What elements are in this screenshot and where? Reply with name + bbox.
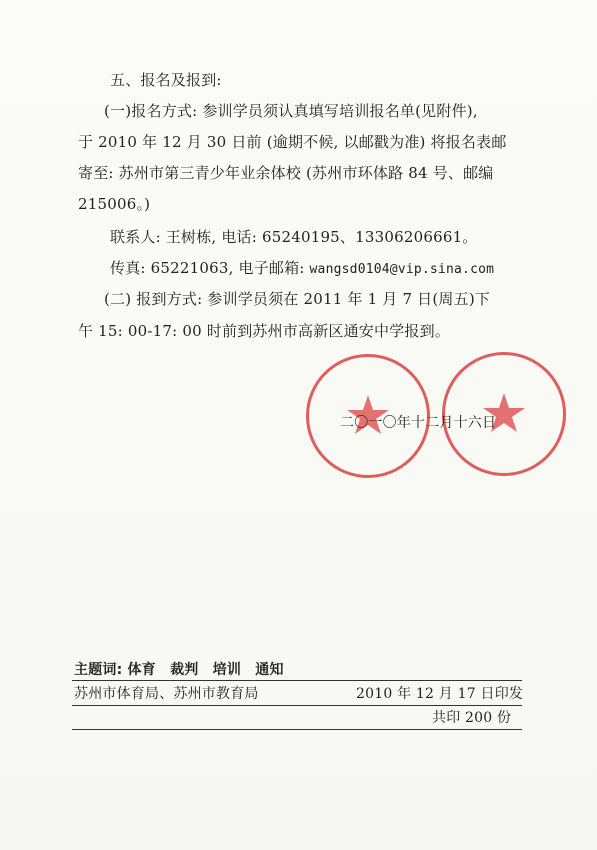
footer-bottom-rule xyxy=(72,729,522,730)
fax-email-line xyxy=(110,258,494,280)
email-address: wangsd0104@vip.sina.com xyxy=(309,262,495,277)
issue-date: 2010 年 12 月 17 日印发 xyxy=(356,686,524,702)
keywords-value: 体育 裁判 培训 通知 xyxy=(127,662,284,678)
issuers: 苏州市体育局、苏州市教育局 xyxy=(74,686,259,702)
fax-label: 传真: 65221063, 电子邮箱: xyxy=(110,259,310,277)
paragraph-1-line-3: 寄至: 苏州市第三青少年业余体校 (苏州市环体路 84 号、邮编 xyxy=(78,164,494,182)
paragraph-1-line-4: 215006。) xyxy=(78,195,151,213)
paragraph-1-line-2: 于 2010 年 12 月 30 日前 (逾期不候, 以邮戳为准) 将报名表邮 xyxy=(78,133,507,151)
keywords-label: 主题词: xyxy=(74,662,123,678)
paragraph-2-line-2: 午 15: 00-17: 00 时前到苏州市高新区通安中学报到。 xyxy=(78,322,450,340)
keywords-row xyxy=(74,660,284,680)
footer-top-rule xyxy=(72,680,522,681)
copies-count: 共印 200 份 xyxy=(432,710,512,726)
document-date: 二〇一〇年十二月十六日 xyxy=(340,415,497,431)
footer-middle-rule xyxy=(72,705,522,706)
paragraph-1-line-1: (一)报名方式: 参训学员须认真填写培训报名单(见附件), xyxy=(104,102,478,120)
paragraph-2-line-1: (二) 报到方式: 参训学员须在 2011 年 1 月 7 日(周五)下 xyxy=(104,290,491,308)
section-heading: 五、报名及报到: xyxy=(110,71,222,89)
contact-line: 联系人: 王树栋, 电话: 65240195、13306206661。 xyxy=(110,228,478,246)
